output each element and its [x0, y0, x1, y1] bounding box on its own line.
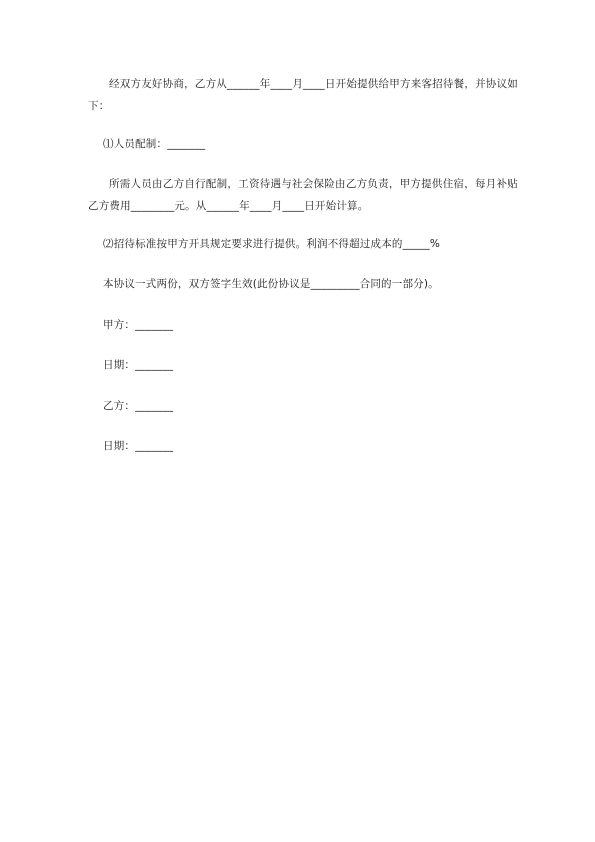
agreement-copies-paragraph: 本协议一式两份，双方签字生效(此份协议是_________合同的一部分)。 — [103, 278, 439, 290]
clause-reception-standard: ⑵招待标准按甲方开具规定要求进行提供。利润不得超过成本的_____% — [103, 238, 441, 250]
party-b-date: 日期：_______ — [103, 440, 174, 452]
party-a-signature: 甲方：_______ — [103, 319, 174, 331]
staffing-details-paragraph: 所需人员由乙方自行配制，工资待遇与社会保险由乙方负责，甲方提供住宿，每月补贴乙方费用________元。从______年____月____日开始计算。 — [88, 178, 518, 212]
clause-staffing: ⑴人员配制：_______ — [103, 138, 206, 150]
intro-paragraph: 经双方友好协商，乙方从______年____月____日开始提供给甲方来客招待餐，并协议如下： — [88, 78, 518, 112]
party-b-signature: 乙方：_______ — [103, 400, 174, 412]
party-a-date: 日期：_______ — [103, 359, 174, 371]
